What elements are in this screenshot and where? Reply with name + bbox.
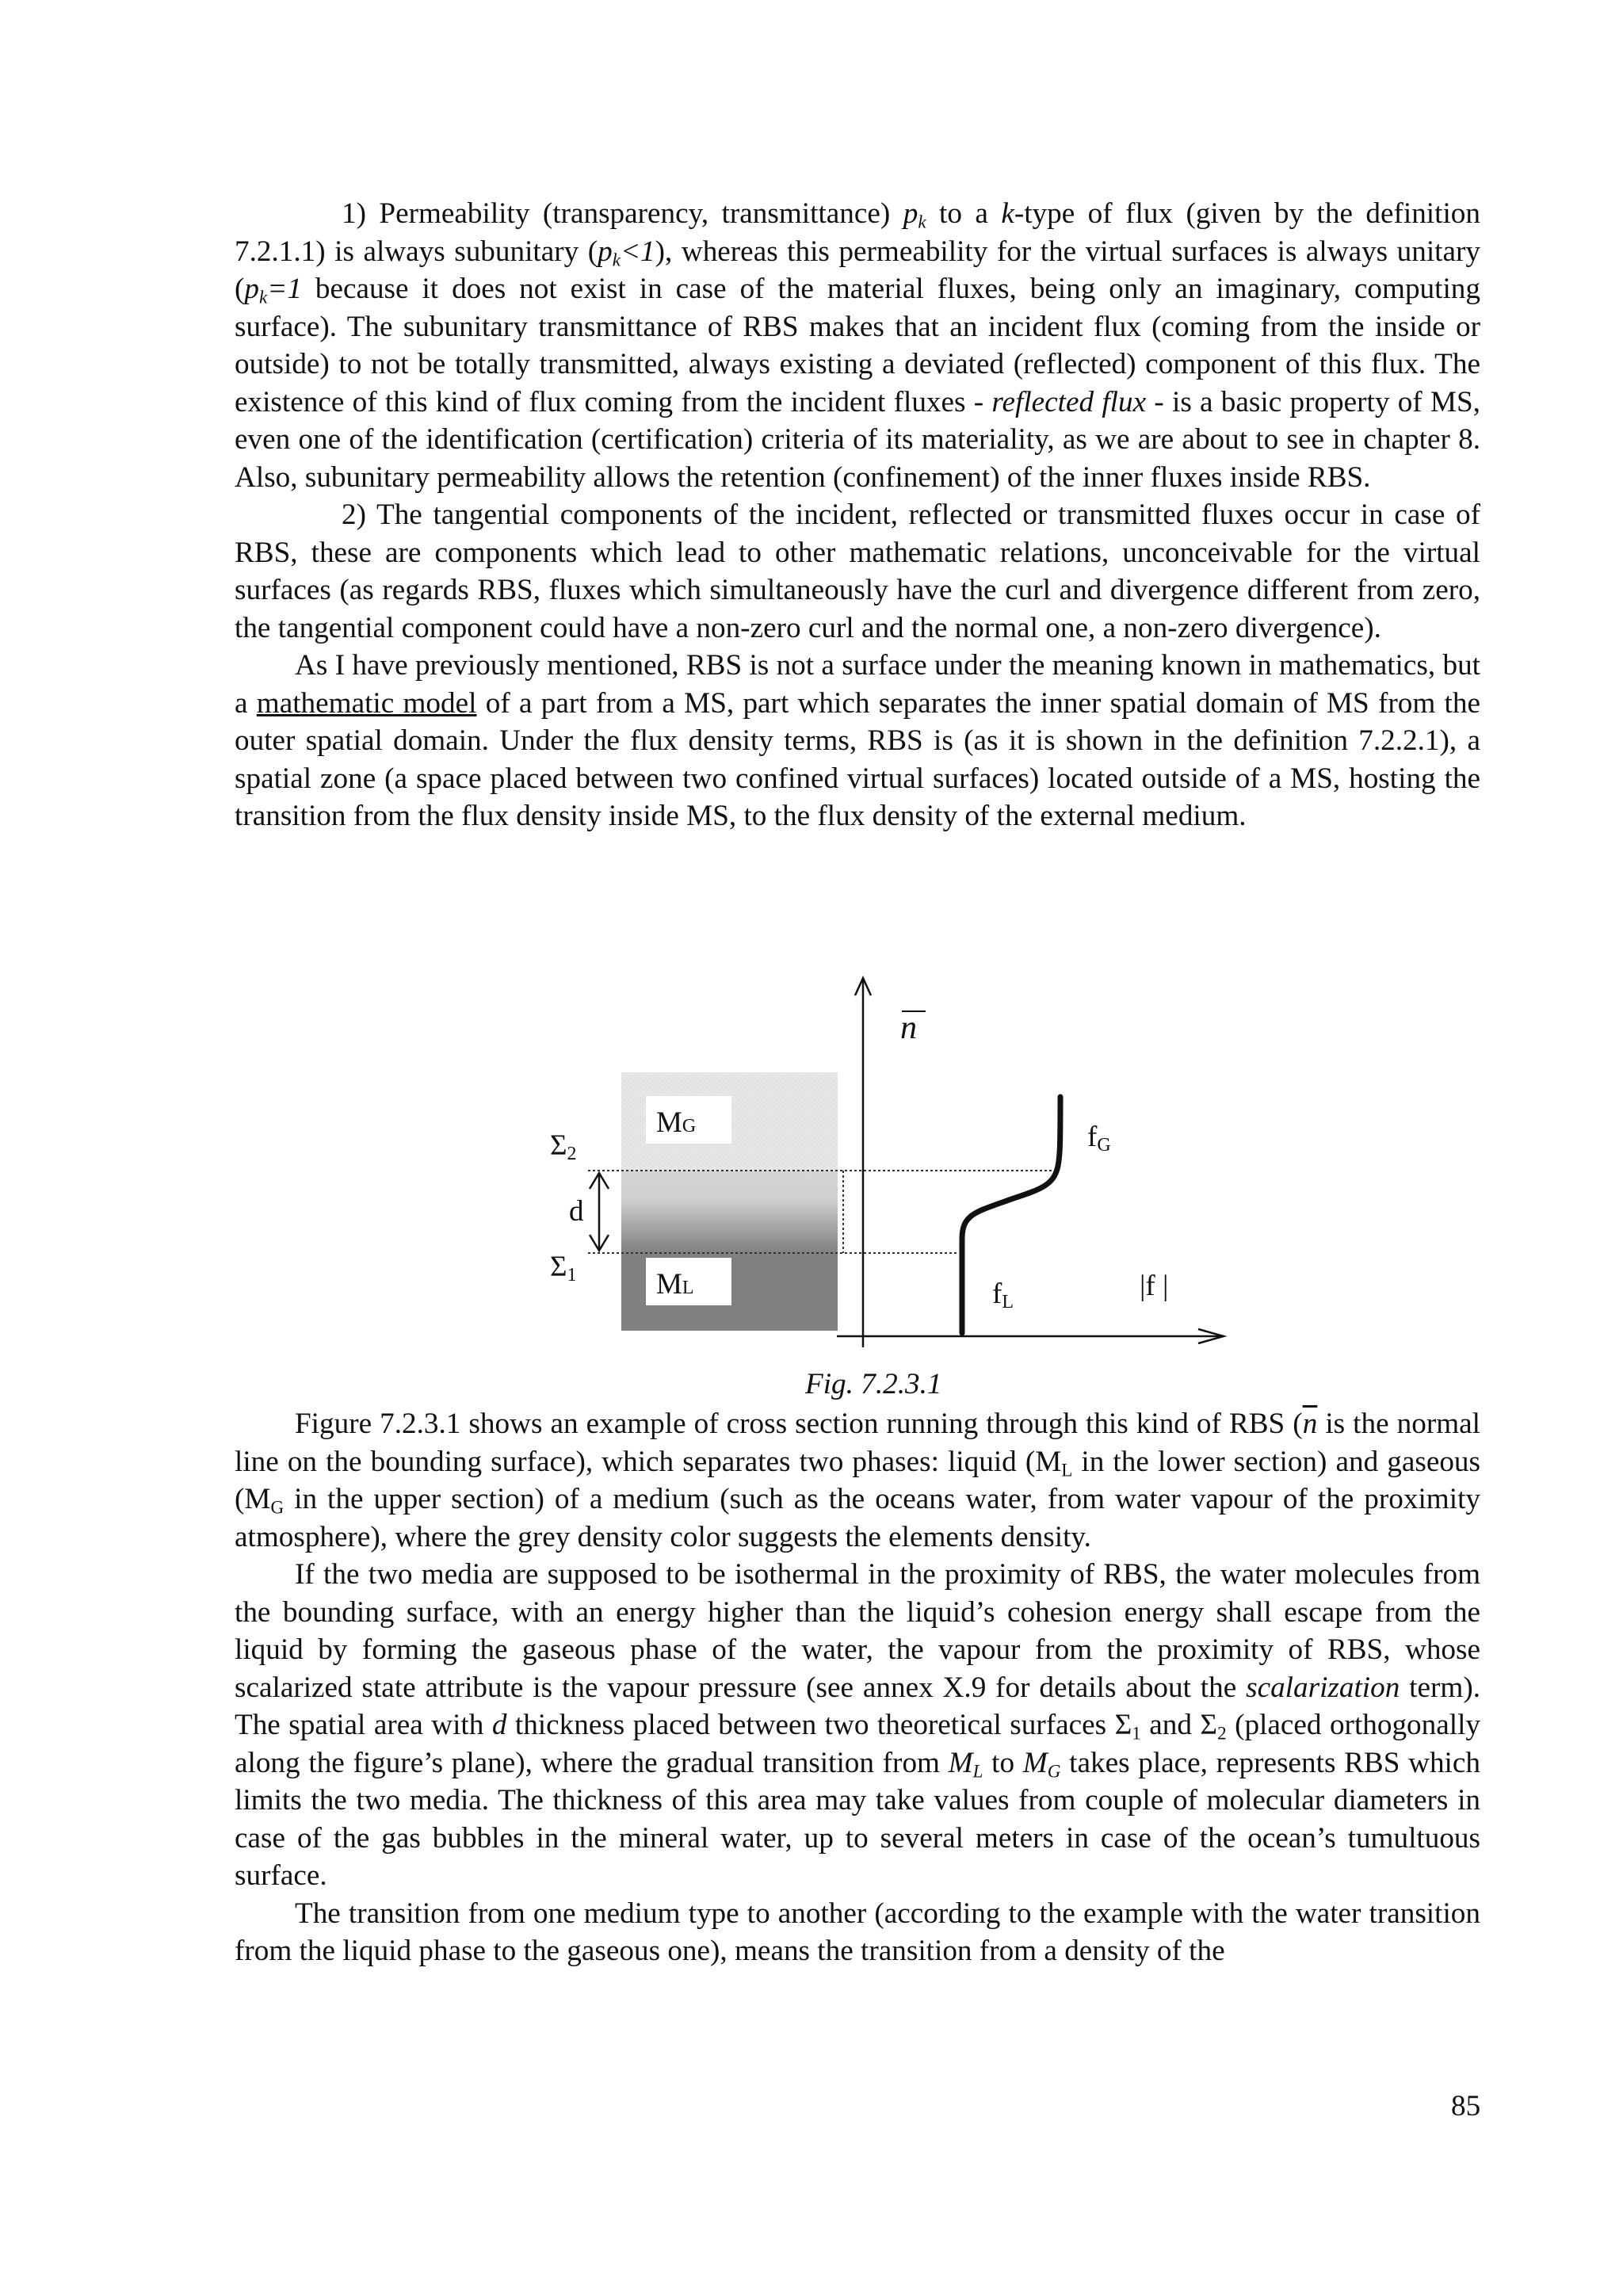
d-label: d bbox=[569, 1195, 584, 1228]
paragraph-isothermal: If the two media are supposed to be isothermal in the proximity of RBS, the water molecules from the bounding surface, with an energy higher than the liquid’s cohesion energy shall escape from the liquid by forming the gaseous phase of the water, the vapour from the proximity of RBS, whose scalarized state attribute is the vapour pressure (see annex X.9 for details about the scalarization term). The spatial area with d thickness placed between two theoretical surfaces $\Sigma_1$ and $\Sigma_2$ (placed orthogonally along the figure’s plane), where the gradual transition from $M_L$ to $M_G$ takes place, represents RBS which limits the two media. The thickness of this area may take values from couple of molecular diameters in case of the gas bubbles in the mineral water, up to several meters in case of the ocean’s tumultuous surface. bbox=[235, 1558, 1481, 1892]
page-number: 85 bbox=[1451, 2090, 1481, 2122]
paragraph-permeability: 1) Permeability (transparency, transmittance) $p_k$ to a k-type of flux (given by the definition 7.2.1.1) is always subunitary $(p_k<1)$, whereas this permeability for the virtual surfaces is always unitary ($p_k=1$ because it does not exist in case of the material fluxes, being only an imaginary, computing surface). The subunitary transmittance of RBS makes that an incident flux (coming from the inside or outside) to not be totally transmitted, always existing a deviated (reflected) component of this flux. The existence of this kind of flux coming from the incident fluxes - reflected flux - is a basic property of MS, even one of the identification (certification) criteria of its materiality, as we are about to see in chapter 8. Also, subunitary permeability allows the retention (confinement) of the inner fluxes inside RBS. bbox=[235, 197, 1480, 494]
figure-caption: Fig. 7.2.3.1 bbox=[805, 1368, 942, 1400]
ml-label: ML bbox=[656, 1268, 694, 1301]
paragraph-tangential: 2) The tangential components of the incident, reflected or transmitted fluxes occur in case of RBS, these are components which lead to other mathematic relations, unconceivable for the virtual surfaces (as regards RBS, fluxes which simultaneously have the curl and divergence different from zero, the tangential component could have a non-zero curl and the normal one, a non-zero divergence). bbox=[235, 499, 1480, 644]
fg-label: fG bbox=[1087, 1121, 1111, 1156]
fl-label: fL bbox=[992, 1278, 1014, 1312]
sigma1-label: Σ1 bbox=[550, 1251, 577, 1286]
paragraph-figure-description: Figure 7.2.3.1 shows an example of cross section running through this kind of RBS ($\overline{n}$ is the normal line on the bounding surface), which separates two phases: liquid ($M_L$ in the lower section) and gaseous ($M_G$ in the upper section) of a medium (such as the oceans water, from water vapour of the proximity atmosphere), where the grey density color suggests the elements density. bbox=[235, 1408, 1480, 1553]
mg-label: MG bbox=[656, 1106, 697, 1139]
paragraph-transition: The transition from one medium type to another (according to the example with the water transition from the liquid phase to the gaseous one), means the transition from a density of the bbox=[235, 1897, 1480, 1967]
n-axis-label: n bbox=[900, 1010, 917, 1046]
abs-f-label: |f | bbox=[1140, 1270, 1169, 1302]
rbs-transition-region bbox=[621, 1171, 838, 1253]
sigma2-label: Σ2 bbox=[550, 1129, 577, 1164]
paragraph-rbs-model: As I have previously mentioned, RBS is not a surface under the meaning known in mathematics, but a mathematic model of a part from a MS, part which separates the inner spatial domain of MS from the outer spatial domain. Under the flux density terms, RBS is (as it is shown in the definition 7.2.2.1), a spatial zone (a space placed between two confined virtual surfaces) located outside of a MS, hosting the transition from the flux density inside MS, to the flux density of the external medium. bbox=[235, 649, 1480, 832]
text-block-bottom bbox=[235, 1405, 1480, 1970]
